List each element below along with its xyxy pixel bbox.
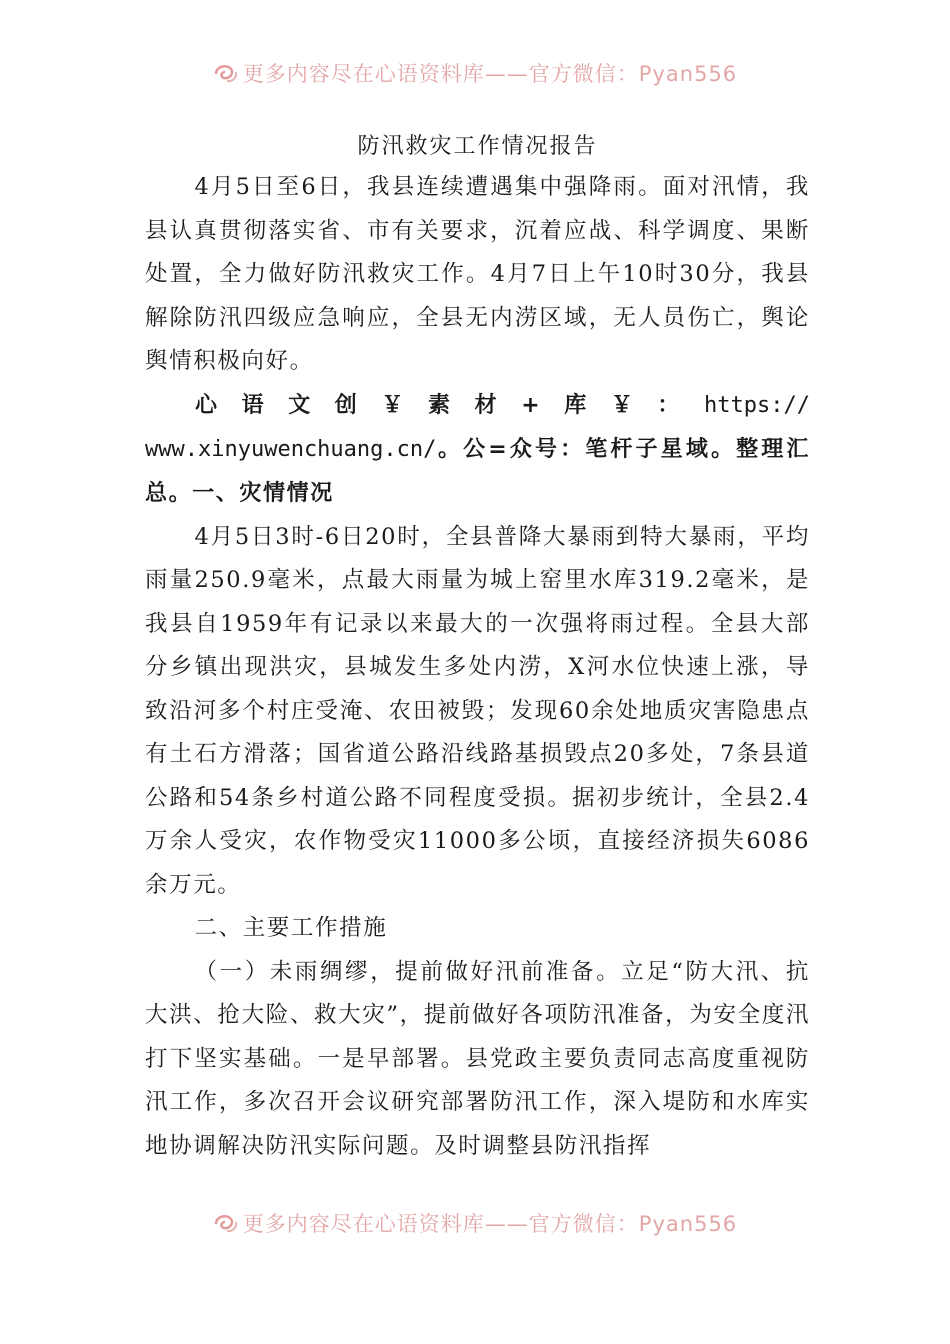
watermark-text: 更多内容尽在心语资料库——官方微信：Pyan556 (242, 1212, 738, 1236)
promo-paragraph (145, 384, 810, 516)
promo-rest-text: 。公=众号：笔杆子星域。整理汇总。一、灾情情况 (145, 436, 810, 506)
watermark-text: 更多内容尽在心语资料库——官方微信：Pyan556 (242, 62, 738, 86)
intro-paragraph: 4月5日至6日，我县连续遭遇集中强降雨。面对汛情，我县认真贯彻落实省、市有关要求，沉着应战、科学调度、果断处置，全力做好防汛救灾工作。4月7日上午10时30分，我县解除防汛四级应急响应，全县无内涝区域，无人员伤亡，舆论舆情积极向好。 (145, 174, 810, 374)
document-body (145, 128, 810, 1168)
promo-url: www.xinyuwenchuang.cn/ (145, 436, 437, 462)
document-title: 防汛救灾工作情况报告 (357, 134, 598, 159)
section-heading: 二、主要工作措施 (194, 915, 388, 941)
header-watermark (0, 58, 950, 89)
promo-spaced-text: 心语文创￥素材+库￥： (195, 392, 705, 418)
promo-url-start: https:// (704, 392, 810, 418)
swirl-logo-icon (213, 62, 239, 89)
swirl-logo-icon (213, 1212, 239, 1239)
disaster-paragraph: 4月5日3时-6日20时，全县普降大暴雨到特大暴雨，平均雨量250.9毫米，点最大雨量为城上窑里水库319.2毫米，是我县自1959年有记录以来最大的一次强将雨过程。全县大部分乡镇出现洪灾，县城发生多处内涝，X河水位快速上涨，导致沿河多个村庄受淹、农田被毁；发现60余处地质灾害隐患点有土石方滑落；国省道公路沿线路基损毁点20多处，7条县道公路和54条乡村道公路不同程度受损。据初步统计，全县2.4万余人受灾，农作物受灾11000多公顷，直接经济损失6086余万元。 (145, 523, 810, 898)
footer-watermark (0, 1208, 950, 1239)
measures-paragraph: （一）未雨绸缪，提前做好汛前准备。立足“防大汛、抗大洪、抢大险、救大灾”，提前做好各项防汛准备，为安全度汛打下坚实基础。一是早部署。县党政主要负责同志高度重视防汛工作，多次召开会议研究部署防汛工作，深入堤防和水库实地协调解决防汛实际问题。及时调整县防汛指挥 (145, 958, 810, 1159)
